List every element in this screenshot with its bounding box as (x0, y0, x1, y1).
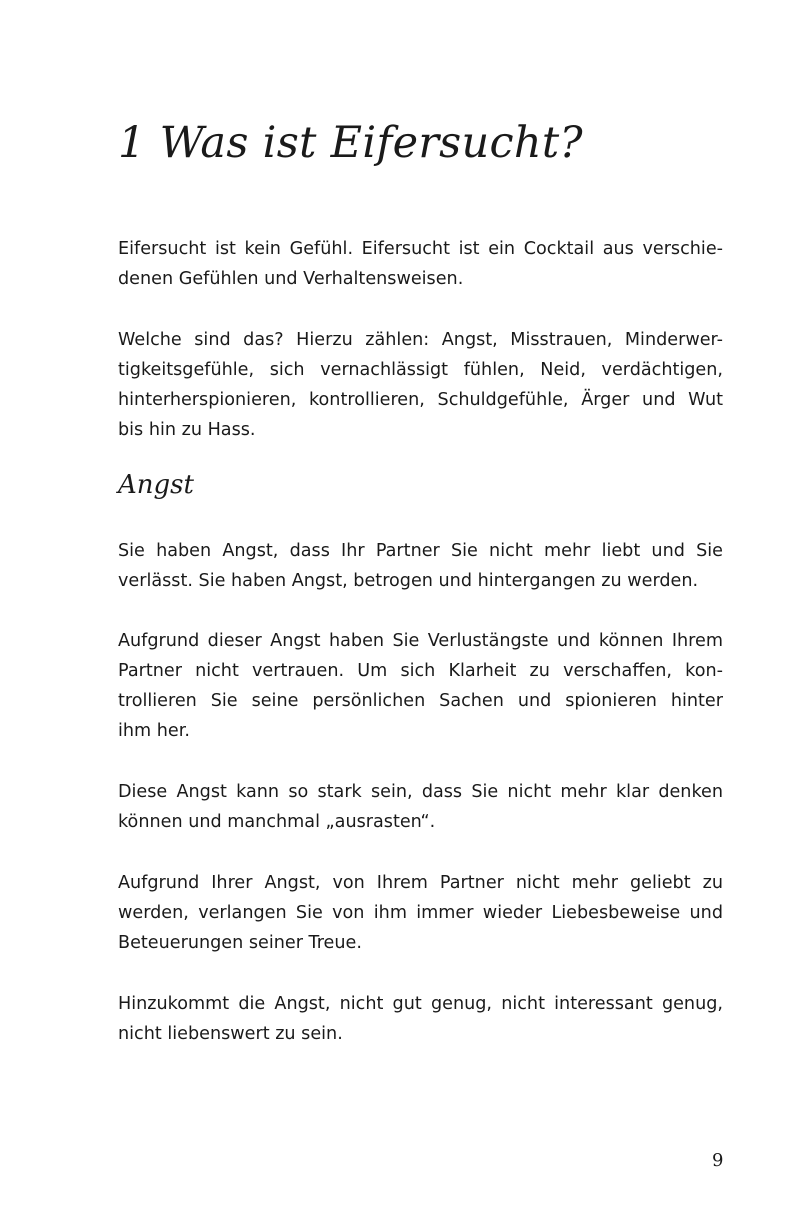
text-line: Eifersucht ist kein Gefühl. Eifersucht ist ein Cocktail aus verschie- (118, 239, 723, 259)
text-line: nicht liebenswert zu sein. (118, 1024, 343, 1044)
text-line: Welche sind das? Hierzu zählen: Angst, Misstrauen, Minderwer- (118, 330, 723, 350)
text-line: Partner nicht vertrauen. Um sich Klarheit zu verschaffen, kon- (118, 661, 723, 681)
text-line: Aufgrund Ihrer Angst, von Ihrem Partner nicht mehr geliebt zu (118, 873, 723, 893)
paragraph (118, 325, 723, 445)
text-line: Hinzukommt die Angst, nicht gut genug, nicht interessant genug, (118, 994, 723, 1014)
paragraph (118, 234, 723, 294)
section-heading: Angst (118, 470, 194, 500)
paragraph (118, 777, 723, 837)
text-line: hinterherspionieren, kontrollieren, Schuldgefühle, Ärger und Wut (118, 390, 723, 410)
text-line: denen Gefühlen und Verhaltensweisen. (118, 269, 464, 289)
text-line: tigkeitsgefühle, sich vernachlässigt fühlen, Neid, verdächtigen, (118, 360, 723, 380)
text-line: Beteuerungen seiner Treue. (118, 933, 362, 953)
paragraph (118, 626, 723, 746)
chapter-title: 1 Was ist Eifersucht? (118, 118, 583, 168)
text-line: werden, verlangen Sie von ihm immer wieder Liebesbeweise und (118, 903, 723, 923)
text-line: trollieren Sie seine persönlichen Sachen und spionieren hinter (118, 691, 723, 711)
paragraph (118, 536, 723, 596)
text-line: Aufgrund dieser Angst haben Sie Verlustängste und können Ihrem (118, 631, 723, 651)
text-line: können und manchmal „ausrasten“. (118, 812, 436, 832)
text-line: Diese Angst kann so stark sein, dass Sie nicht mehr klar denken (118, 782, 723, 802)
text-line: verlässt. Sie haben Angst, betrogen und hintergangen zu werden. (118, 571, 699, 591)
text-line: ihm her. (118, 721, 190, 741)
text-line: Sie haben Angst, dass Ihr Partner Sie nicht mehr liebt und Sie (118, 541, 723, 561)
page-number: 9 (712, 1150, 724, 1171)
paragraph (118, 868, 723, 958)
text-line: bis hin zu Hass. (118, 420, 256, 440)
paragraph (118, 989, 723, 1049)
